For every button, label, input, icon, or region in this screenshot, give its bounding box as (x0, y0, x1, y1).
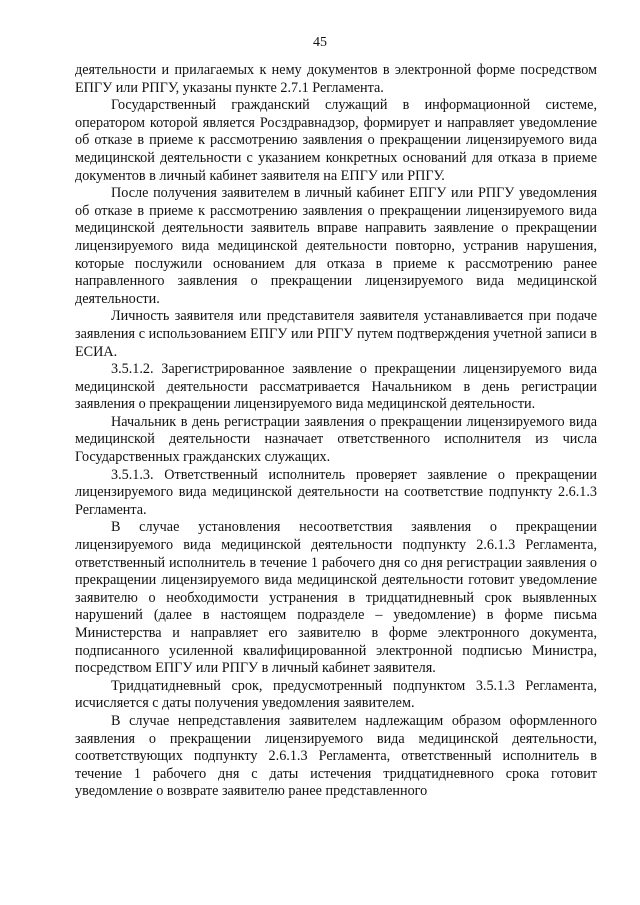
paragraph-6: Начальник в день регистрации заявления о прекращении лицензируемого вида медицинской деятельности назначает ответственного исполнителя из числа Государственных гражданских служащих. (75, 413, 597, 466)
page-number: 45 (313, 35, 327, 50)
paragraph-3: После получения заявителем в личный кабинет ЕПГУ или РПГУ уведомления об отказе в приеме к рассмотрению заявления о прекращении лицензируемого вида медицинской деятельности заявитель вправе направить заявление о прекращении лицензируемого вида медицинской деятельности повторно, устранив нарушения, которые послужили основанием для отказа в приеме к рассмотрению ранее направленного заявления о прекращении лицензируемого вида медицинской деятельности. (75, 185, 597, 307)
paragraph-8: В случае установления несоответствия заявления о прекращении лицензируемого вида медицинской деятельности подпункту 2.6.1.3 Регламента, ответственный исполнитель в течение 1 рабочего дня со дня регистрации заявления о прекращении лицензируемого вида медицинской деятельности готовит уведомление заявителю о необходимости устранения в тридцатидневный срок выявленных нарушений (далее в настоящем подразделе – уведомление) в форме письма Министерства и направляет его заявителю в форме электронного документа, подписанного усиленной квалифицированной электронной подписью Министра, посредством ЕПГУ или РПГУ в личный кабинет заявителя. (75, 519, 597, 677)
paragraph-10: В случае непредставления заявителем надлежащим образом оформленного заявления о прекращении лицензируемого вида медицинской деятельности, соответствующих подпункту 2.6.1.3 Регламента, ответственный исполнитель в течение 1 рабочего дня с даты истечения тридцатидневного срока готовит уведомление о возврате заявителю ранее представленного (75, 712, 597, 800)
paragraph-2: Государственный гражданский служащий в информационной системе, оператором которой является Росздравнадзор, формирует и направляет уведомление об отказе в приеме к рассмотрению заявления о прекращении лицензируемого вида медицинской деятельности с указанием конкретных оснований для отказа в приеме документов в личный кабинет заявителя на ЕПГУ или РПГУ. (75, 97, 597, 184)
paragraph-5: 3.5.1.2. Зарегистрированное заявление о прекращении лицензируемого вида медицинской деятельности рассматривается Начальником в день регистрации заявления о прекращении лицензируемого вида медицинской деятельности. (75, 361, 597, 413)
paragraph-7: 3.5.1.3. Ответственный исполнитель проверяет заявление о прекращении лицензируемого вида медицинской деятельности на соответствие подпункту 2.6.1.3 Регламента. (75, 466, 597, 518)
paragraph-9: Тридцатидневный срок, предусмотренный подпунктом 3.5.1.3 Регламента, исчисляется с даты получения уведомления заявителем. (75, 677, 597, 712)
paragraph-1: деятельности и прилагаемых к нему документов в электронной форме посредством ЕПГУ или РПГУ, указаны пункте 2.7.1 Регламента. (75, 62, 597, 96)
document-body (75, 62, 597, 801)
paragraph-4: Личность заявителя или представителя заявителя устанавливается при подаче заявления с использованием ЕПГУ или РПГУ путем подтверждения учетной записи в ЕСИА. (75, 308, 597, 360)
